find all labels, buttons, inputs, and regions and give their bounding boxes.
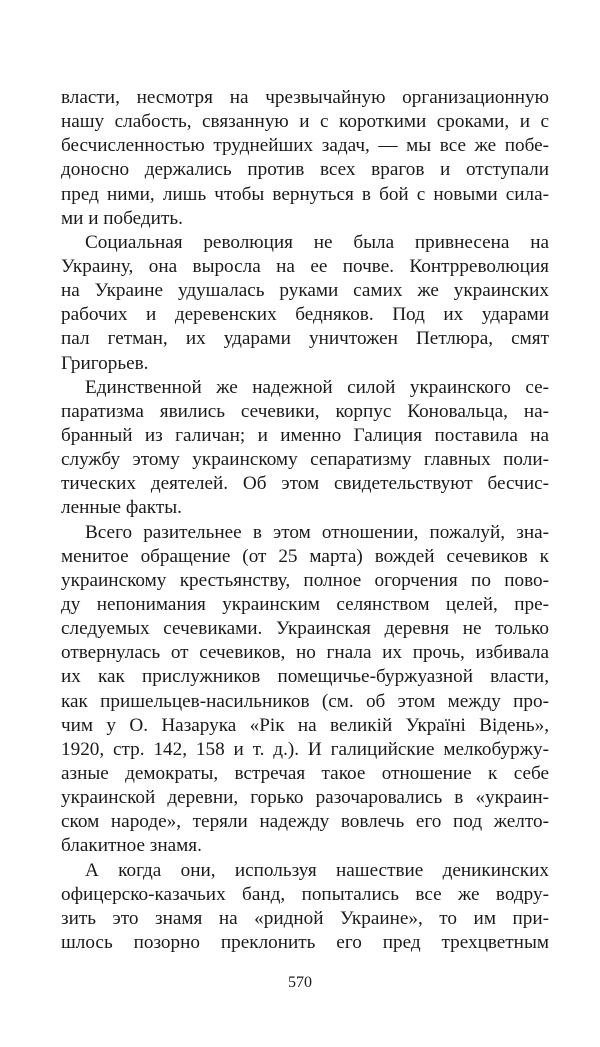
text-line: Украину, она выросла на ее почве. Контрреволюция <box>61 255 549 277</box>
text-line: ду непонимания украинским селянством целей, пре- <box>61 593 549 615</box>
text-line: доносно держались против всех врагов и отступали <box>61 159 549 181</box>
text-line: Социальная революция не была привнесена на <box>85 231 549 253</box>
text-line: бранный из галичан; и именно Галиция поставила на <box>61 424 549 446</box>
text-line: 1920, стр. 142, 158 и т. д.). И галицийские мелкобуржу- <box>61 738 549 760</box>
text-line: шлось позорно преклонить его пред трехцветным <box>61 931 549 953</box>
paragraph <box>61 86 549 231</box>
text-line: бесчисленностью труднейших задач, — мы все же побе- <box>61 135 549 157</box>
text-line: отвернулась от сечевиков, но гнала их прочь, избивала <box>61 642 549 664</box>
text-line: А когда они, используя нашествие деникинских <box>85 859 549 881</box>
text-line: их как прислужников помещичье-буржуазной власти, <box>61 666 549 688</box>
text-line: как пришельцев-насильников (см. об этом между про- <box>61 690 549 712</box>
text-line: ском народе», теряли надежду вовлечь его под желто- <box>61 811 549 833</box>
body-text <box>61 86 549 955</box>
text-line: тических деятелей. Об этом свидетельствуют бесчис- <box>61 473 549 495</box>
paragraph <box>61 859 549 956</box>
text-line: Всего разительнее в этом отношении, пожалуй, зна- <box>85 521 549 543</box>
text-line: следуемых сечевиками. Украинская деревня не только <box>61 618 549 640</box>
text-line: блакитное знамя. <box>61 835 202 857</box>
text-line: службу этому украинскому сепаратизму главных поли- <box>61 449 549 471</box>
text-line: пред ними, лишь чтобы вернуться в бой с новыми сила- <box>61 183 549 205</box>
paragraph <box>61 521 549 859</box>
text-line: азные демократы, встречая такое отношение к себе <box>61 762 549 784</box>
text-line: нашу слабость, связанную и с короткими сроками, и с <box>61 111 549 133</box>
text-line: украинскому крестьянству, полное огорчения по пово- <box>61 569 549 591</box>
text-line: чим у О. Назарука «Рік на великій Україні Відень», <box>61 714 549 736</box>
text-line: Григорьев. <box>61 352 149 374</box>
paragraph <box>61 231 549 376</box>
text-line: ленные факты. <box>61 497 182 519</box>
text-line: паратизма явились сечевики, корпус Коновальца, на- <box>61 400 549 422</box>
text-line: зить это знамя на «ридной Украине», то им при- <box>61 907 549 929</box>
text-line: власти, несмотря на чрезвычайную организационную <box>61 87 549 108</box>
text-line: на Украине удушалась руками самих же украинских <box>61 280 549 302</box>
text-line: ми и победить. <box>61 207 183 229</box>
text-line: пал гетман, их ударами уничтожен Петлюра, смят <box>61 328 549 350</box>
paragraph <box>61 376 549 521</box>
text-line: украинской деревни, горько разочаровались в «украин- <box>61 787 549 809</box>
text-line: офицерско-казачьих банд, попытались все же водру- <box>61 883 549 905</box>
text-line: рабочих и деревенских бедняков. Под их ударами <box>61 304 549 326</box>
text-line: Единственной же надежной силой украинского се- <box>85 376 549 398</box>
text-line: менитое обращение (от 25 марта) вождей сечевиков к <box>61 545 549 567</box>
page-number: 570 <box>288 974 312 991</box>
